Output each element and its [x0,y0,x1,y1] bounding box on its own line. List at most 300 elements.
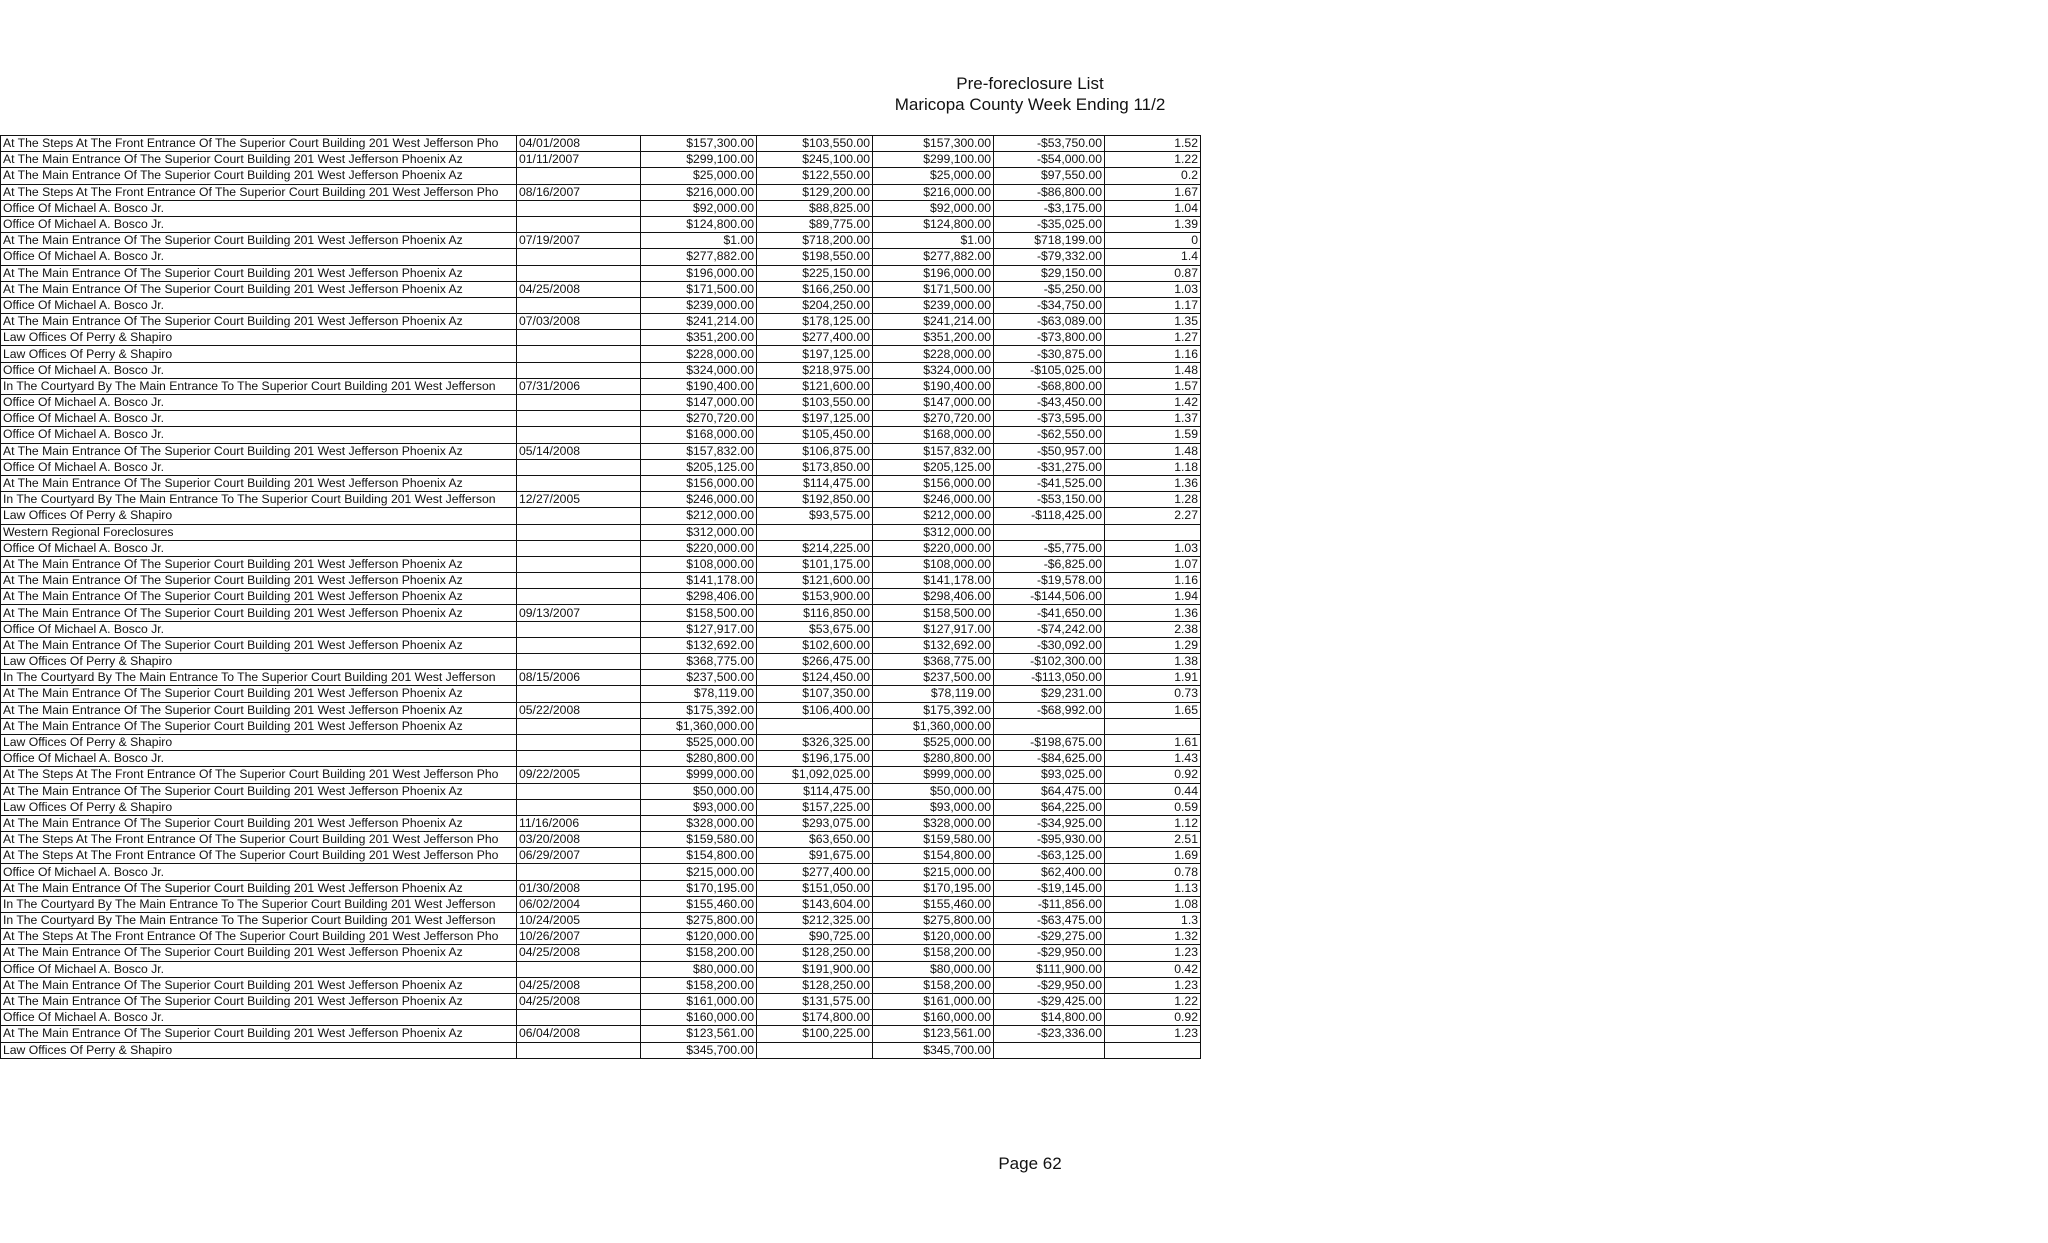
ratio-cell: 1.07 [1105,556,1201,572]
table-row [1,734,1201,750]
amount-cell: $106,875.00 [757,443,873,459]
ratio-cell: 1.52 [1105,136,1201,152]
amount-cell: $277,400.00 [757,330,873,346]
amount-cell: $196,000.00 [873,265,994,281]
sale-location-cell: At The Steps At The Front Entrance Of The Superior Court Building 201 West Jefferson Pho [1,832,517,848]
amount-cell: $245,100.00 [757,152,873,168]
amount-cell: $293,075.00 [757,815,873,831]
amount-cell: $277,400.00 [757,864,873,880]
ratio-cell: 1.39 [1105,216,1201,232]
ratio-cell: 1.36 [1105,605,1201,621]
amount-cell: $80,000.00 [641,961,757,977]
sale-location-cell: At The Main Entrance Of The Superior Court Building 201 West Jefferson Phoenix Az [1,815,517,831]
sale-location-cell: At The Main Entrance Of The Superior Court Building 201 West Jefferson Phoenix Az [1,281,517,297]
amount-cell: $168,000.00 [873,427,994,443]
amount-cell: $92,000.00 [641,200,757,216]
difference-cell: -$19,145.00 [994,880,1105,896]
table-row [1,896,1201,912]
ratio-cell: 1.23 [1105,1026,1201,1042]
amount-cell: $270,720.00 [873,411,994,427]
amount-cell: $106,400.00 [757,702,873,718]
ratio-cell: 1.04 [1105,200,1201,216]
amount-cell: $228,000.00 [641,346,757,362]
difference-cell: -$73,800.00 [994,330,1105,346]
date-cell [517,751,641,767]
amount-cell: $123,561.00 [641,1026,757,1042]
sale-location-cell: At The Main Entrance Of The Superior Court Building 201 West Jefferson Phoenix Az [1,152,517,168]
difference-cell: -$34,750.00 [994,297,1105,313]
table-row [1,233,1201,249]
page-number: Page 62 [998,1154,1062,1173]
amount-cell: $368,775.00 [873,654,994,670]
amount-cell: $280,800.00 [641,751,757,767]
amount-cell: $170,195.00 [641,880,757,896]
amount-cell: $328,000.00 [873,815,994,831]
amount-cell: $158,200.00 [641,977,757,993]
table-row [1,799,1201,815]
difference-cell: $14,800.00 [994,1010,1105,1026]
difference-cell: $64,225.00 [994,799,1105,815]
amount-cell: $312,000.00 [873,524,994,540]
date-cell [517,249,641,265]
sale-location-cell: At The Steps At The Front Entrance Of The Superior Court Building 201 West Jefferson Pho [1,848,517,864]
ratio-cell: 0.42 [1105,961,1201,977]
date-cell [517,297,641,313]
amount-cell: $212,000.00 [641,508,757,524]
ratio-cell [1105,718,1201,734]
ratio-cell: 1.13 [1105,880,1201,896]
difference-cell: -$50,957.00 [994,443,1105,459]
amount-cell: $156,000.00 [873,475,994,491]
amount-cell: $999,000.00 [641,767,757,783]
date-cell [517,1042,641,1058]
table-row [1,136,1201,152]
date-cell [517,1010,641,1026]
amount-cell: $190,400.00 [873,378,994,394]
amount-cell: $1,360,000.00 [641,718,757,734]
difference-cell: -$29,950.00 [994,977,1105,993]
sale-location-cell: At The Main Entrance Of The Superior Court Building 201 West Jefferson Phoenix Az [1,686,517,702]
amount-cell: $100,225.00 [757,1026,873,1042]
amount-cell: $237,500.00 [641,670,757,686]
ratio-cell: 1.22 [1105,152,1201,168]
amount-cell: $158,200.00 [641,945,757,961]
difference-cell: $62,400.00 [994,864,1105,880]
amount-cell: $170,195.00 [873,880,994,896]
ratio-cell: 1.22 [1105,993,1201,1009]
amount-cell: $132,692.00 [873,637,994,653]
ratio-cell: 0.73 [1105,686,1201,702]
sale-location-cell: In The Courtyard By The Main Entrance To The Superior Court Building 201 West Jefferson [1,913,517,929]
amount-cell: $157,225.00 [757,799,873,815]
table-row [1,621,1201,637]
date-cell: 11/16/2006 [517,815,641,831]
difference-cell: -$41,525.00 [994,475,1105,491]
amount-cell: $215,000.00 [641,864,757,880]
amount-cell: $155,460.00 [873,896,994,912]
sale-location-cell: At The Main Entrance Of The Superior Court Building 201 West Jefferson Phoenix Az [1,605,517,621]
table-row [1,605,1201,621]
amount-cell: $158,200.00 [873,977,994,993]
date-cell [517,362,641,378]
table-row [1,556,1201,572]
sale-location-cell: Office Of Michael A. Bosco Jr. [1,751,517,767]
date-cell: 10/24/2005 [517,913,641,929]
table-row [1,346,1201,362]
difference-cell: $29,150.00 [994,265,1105,281]
sale-location-cell: At The Main Entrance Of The Superior Court Building 201 West Jefferson Phoenix Az [1,702,517,718]
amount-cell: $108,000.00 [641,556,757,572]
sale-location-cell: Office Of Michael A. Bosco Jr. [1,864,517,880]
sale-location-cell: At The Main Entrance Of The Superior Court Building 201 West Jefferson Phoenix Az [1,637,517,653]
sale-location-cell: At The Steps At The Front Entrance Of The Superior Court Building 201 West Jefferson Pho [1,184,517,200]
amount-cell: $161,000.00 [641,993,757,1009]
amount-cell: $157,300.00 [873,136,994,152]
difference-cell: -$29,950.00 [994,945,1105,961]
amount-cell: $101,175.00 [757,556,873,572]
amount-cell: $129,200.00 [757,184,873,200]
amount-cell: $299,100.00 [641,152,757,168]
ratio-cell: 1.16 [1105,573,1201,589]
difference-cell: -$144,506.00 [994,589,1105,605]
ratio-cell: 2.51 [1105,832,1201,848]
difference-cell: -$3,175.00 [994,200,1105,216]
amount-cell: $204,250.00 [757,297,873,313]
amount-cell: $120,000.00 [641,929,757,945]
amount-cell: $275,800.00 [873,913,994,929]
sale-location-cell: Law Offices Of Perry & Shapiro [1,1042,517,1058]
amount-cell: $122,550.00 [757,168,873,184]
difference-cell: -$30,875.00 [994,346,1105,362]
amount-cell: $345,700.00 [641,1042,757,1058]
date-cell [517,734,641,750]
amount-cell: $191,900.00 [757,961,873,977]
difference-cell: -$34,925.00 [994,815,1105,831]
difference-cell: -$29,275.00 [994,929,1105,945]
difference-cell [994,1042,1105,1058]
sale-location-cell: Law Offices Of Perry & Shapiro [1,330,517,346]
date-cell [517,637,641,653]
amount-cell: $216,000.00 [641,184,757,200]
table-row [1,751,1201,767]
amount-cell: $114,475.00 [757,475,873,491]
table-row [1,929,1201,945]
amount-cell: $105,450.00 [757,427,873,443]
table-row [1,637,1201,653]
amount-cell: $266,475.00 [757,654,873,670]
amount-cell: $102,600.00 [757,637,873,653]
amount-cell: $218,975.00 [757,362,873,378]
date-cell [517,524,641,540]
amount-cell: $128,250.00 [757,945,873,961]
table-row [1,1026,1201,1042]
amount-cell: $156,000.00 [641,475,757,491]
table-row [1,200,1201,216]
amount-cell: $1.00 [641,233,757,249]
difference-cell: -$19,578.00 [994,573,1105,589]
ratio-cell: 1.94 [1105,589,1201,605]
sale-location-cell: Office Of Michael A. Bosco Jr. [1,411,517,427]
difference-cell: -$102,300.00 [994,654,1105,670]
amount-cell: $63,650.00 [757,832,873,848]
table-row [1,848,1201,864]
amount-cell: $154,800.00 [873,848,994,864]
difference-cell: -$73,595.00 [994,411,1105,427]
amount-cell: $270,720.00 [641,411,757,427]
amount-cell: $157,832.00 [873,443,994,459]
date-cell [517,621,641,637]
amount-cell: $124,800.00 [641,216,757,232]
amount-cell: $324,000.00 [641,362,757,378]
ratio-cell: 0.44 [1105,783,1201,799]
amount-cell: $147,000.00 [873,395,994,411]
table-row [1,265,1201,281]
amount-cell: $190,400.00 [641,378,757,394]
date-cell [517,459,641,475]
amount-cell: $214,225.00 [757,540,873,556]
date-cell: 07/31/2006 [517,378,641,394]
difference-cell: -$113,050.00 [994,670,1105,686]
date-cell [517,330,641,346]
date-cell: 07/19/2007 [517,233,641,249]
amount-cell: $90,725.00 [757,929,873,945]
amount-cell: $525,000.00 [873,734,994,750]
date-cell [517,346,641,362]
amount-cell: $277,882.00 [873,249,994,265]
amount-cell: $158,200.00 [873,945,994,961]
sale-location-cell: Office Of Michael A. Bosco Jr. [1,459,517,475]
amount-cell: $171,500.00 [873,281,994,297]
table-row [1,686,1201,702]
amount-cell: $53,675.00 [757,621,873,637]
date-cell: 10/26/2007 [517,929,641,945]
amount-cell: $147,000.00 [641,395,757,411]
date-cell: 06/02/2004 [517,896,641,912]
amount-cell: $141,178.00 [873,573,994,589]
sale-location-cell: Office Of Michael A. Bosco Jr. [1,249,517,265]
sale-location-cell: In The Courtyard By The Main Entrance To The Superior Court Building 201 West Jefferson [1,670,517,686]
page-subtitle: Maricopa County Week Ending 11/2 [894,95,1166,114]
amount-cell: $91,675.00 [757,848,873,864]
sale-location-cell: Office Of Michael A. Bosco Jr. [1,395,517,411]
ratio-cell: 1.08 [1105,896,1201,912]
sale-location-cell: Office Of Michael A. Bosco Jr. [1,297,517,313]
difference-cell: -$35,025.00 [994,216,1105,232]
sale-location-cell: Office Of Michael A. Bosco Jr. [1,540,517,556]
amount-cell: $326,325.00 [757,734,873,750]
date-cell [517,395,641,411]
difference-cell: -$79,332.00 [994,249,1105,265]
amount-cell: $124,450.00 [757,670,873,686]
table-row [1,993,1201,1009]
amount-cell: $173,850.00 [757,459,873,475]
table-row [1,913,1201,929]
sale-location-cell: At The Main Entrance Of The Superior Court Building 201 West Jefferson Phoenix Az [1,880,517,896]
amount-cell: $246,000.00 [873,492,994,508]
ratio-cell: 0.78 [1105,864,1201,880]
difference-cell: -$62,550.00 [994,427,1105,443]
amount-cell: $175,392.00 [873,702,994,718]
date-cell [517,556,641,572]
date-cell [517,540,641,556]
date-cell [517,718,641,734]
difference-cell: -$198,675.00 [994,734,1105,750]
date-cell: 03/20/2008 [517,832,641,848]
date-cell [517,589,641,605]
difference-cell: -$53,150.00 [994,492,1105,508]
sale-location-cell: In The Courtyard By The Main Entrance To The Superior Court Building 201 West Jefferson [1,896,517,912]
amount-cell: $196,000.00 [641,265,757,281]
amount-cell: $239,000.00 [641,297,757,313]
difference-cell: -$30,092.00 [994,637,1105,653]
ratio-cell: 0.92 [1105,1010,1201,1026]
amount-cell: $141,178.00 [641,573,757,589]
amount-cell: $155,460.00 [641,896,757,912]
ratio-cell: 0.92 [1105,767,1201,783]
table-row [1,540,1201,556]
date-cell: 09/22/2005 [517,767,641,783]
sale-location-cell: At The Main Entrance Of The Superior Court Building 201 West Jefferson Phoenix Az [1,556,517,572]
difference-cell [994,524,1105,540]
amount-cell: $312,000.00 [641,524,757,540]
sale-location-cell: At The Main Entrance Of The Superior Court Building 201 West Jefferson Phoenix Az [1,589,517,605]
ratio-cell: 1.48 [1105,443,1201,459]
amount-cell: $999,000.00 [873,767,994,783]
amount-cell: $107,350.00 [757,686,873,702]
table-row [1,427,1201,443]
amount-cell: $215,000.00 [873,864,994,880]
sale-location-cell: At The Steps At The Front Entrance Of The Superior Court Building 201 West Jefferson Pho [1,929,517,945]
date-cell [517,168,641,184]
difference-cell: -$68,800.00 [994,378,1105,394]
table-row [1,945,1201,961]
sale-location-cell: Office Of Michael A. Bosco Jr. [1,362,517,378]
date-cell: 04/01/2008 [517,136,641,152]
difference-cell: -$41,650.00 [994,605,1105,621]
amount-cell: $154,800.00 [641,848,757,864]
sale-location-cell: Office Of Michael A. Bosco Jr. [1,961,517,977]
table-row [1,330,1201,346]
date-cell: 04/25/2008 [517,945,641,961]
table-row [1,492,1201,508]
table-row [1,249,1201,265]
amount-cell [757,1042,873,1058]
ratio-cell: 1.61 [1105,734,1201,750]
amount-cell: $298,406.00 [873,589,994,605]
date-cell [517,508,641,524]
table-row [1,1042,1201,1058]
difference-cell: $64,475.00 [994,783,1105,799]
page-header [880,73,1180,115]
amount-cell: $351,200.00 [641,330,757,346]
amount-cell: $116,850.00 [757,605,873,621]
amount-cell: $88,825.00 [757,200,873,216]
date-cell: 04/25/2008 [517,281,641,297]
amount-cell: $277,882.00 [641,249,757,265]
date-cell: 08/15/2006 [517,670,641,686]
difference-cell: $93,025.00 [994,767,1105,783]
ratio-cell: 1.17 [1105,297,1201,313]
date-cell: 07/03/2008 [517,314,641,330]
amount-cell: $299,100.00 [873,152,994,168]
date-cell [517,475,641,491]
ratio-cell: 1.91 [1105,670,1201,686]
date-cell [517,686,641,702]
difference-cell: -$105,025.00 [994,362,1105,378]
table-row [1,411,1201,427]
amount-cell: $351,200.00 [873,330,994,346]
date-cell [517,799,641,815]
ratio-cell: 1.23 [1105,945,1201,961]
sale-location-cell: Office Of Michael A. Bosco Jr. [1,427,517,443]
table-row [1,815,1201,831]
amount-cell: $120,000.00 [873,929,994,945]
table-row [1,395,1201,411]
ratio-cell: 1.59 [1105,427,1201,443]
ratio-cell: 1.16 [1105,346,1201,362]
amount-cell: $128,250.00 [757,977,873,993]
ratio-cell: 0.87 [1105,265,1201,281]
amount-cell: $220,000.00 [873,540,994,556]
date-cell [517,200,641,216]
ratio-cell: 1.38 [1105,654,1201,670]
date-cell [517,654,641,670]
amount-cell: $212,000.00 [873,508,994,524]
ratio-cell: 1.57 [1105,378,1201,394]
ratio-cell: 1.35 [1105,314,1201,330]
amount-cell: $159,580.00 [873,832,994,848]
table-row [1,832,1201,848]
date-cell: 09/13/2007 [517,605,641,621]
amount-cell: $25,000.00 [641,168,757,184]
ratio-cell: 1.23 [1105,977,1201,993]
amount-cell: $216,000.00 [873,184,994,200]
amount-cell: $103,550.00 [757,395,873,411]
sale-location-cell: At The Main Entrance Of The Superior Court Building 201 West Jefferson Phoenix Az [1,233,517,249]
amount-cell: $50,000.00 [873,783,994,799]
sale-location-cell: Office Of Michael A. Bosco Jr. [1,1010,517,1026]
table-row [1,281,1201,297]
amount-cell: $123,561.00 [873,1026,994,1042]
sale-location-cell: Office Of Michael A. Bosco Jr. [1,621,517,637]
ratio-cell: 1.69 [1105,848,1201,864]
amount-cell: $78,119.00 [641,686,757,702]
table-row [1,702,1201,718]
difference-cell: -$43,450.00 [994,395,1105,411]
ratio-cell: 1.28 [1105,492,1201,508]
sale-location-cell: At The Main Entrance Of The Superior Court Building 201 West Jefferson Phoenix Az [1,993,517,1009]
difference-cell: -$11,856.00 [994,896,1105,912]
amount-cell: $198,550.00 [757,249,873,265]
amount-cell: $275,800.00 [641,913,757,929]
table-row [1,362,1201,378]
amount-cell: $131,575.00 [757,993,873,1009]
amount-cell: $121,600.00 [757,573,873,589]
amount-cell: $718,200.00 [757,233,873,249]
ratio-cell: 2.27 [1105,508,1201,524]
sale-location-cell: At The Main Entrance Of The Superior Court Building 201 West Jefferson Phoenix Az [1,573,517,589]
amount-cell: $143,604.00 [757,896,873,912]
difference-cell: $97,550.00 [994,168,1105,184]
date-cell [517,864,641,880]
difference-cell [994,718,1105,734]
date-cell [517,427,641,443]
ratio-cell: 1.36 [1105,475,1201,491]
difference-cell: $718,199.00 [994,233,1105,249]
sale-location-cell: At The Main Entrance Of The Superior Court Building 201 West Jefferson Phoenix Az [1,1026,517,1042]
date-cell [517,265,641,281]
ratio-cell: 1.42 [1105,395,1201,411]
